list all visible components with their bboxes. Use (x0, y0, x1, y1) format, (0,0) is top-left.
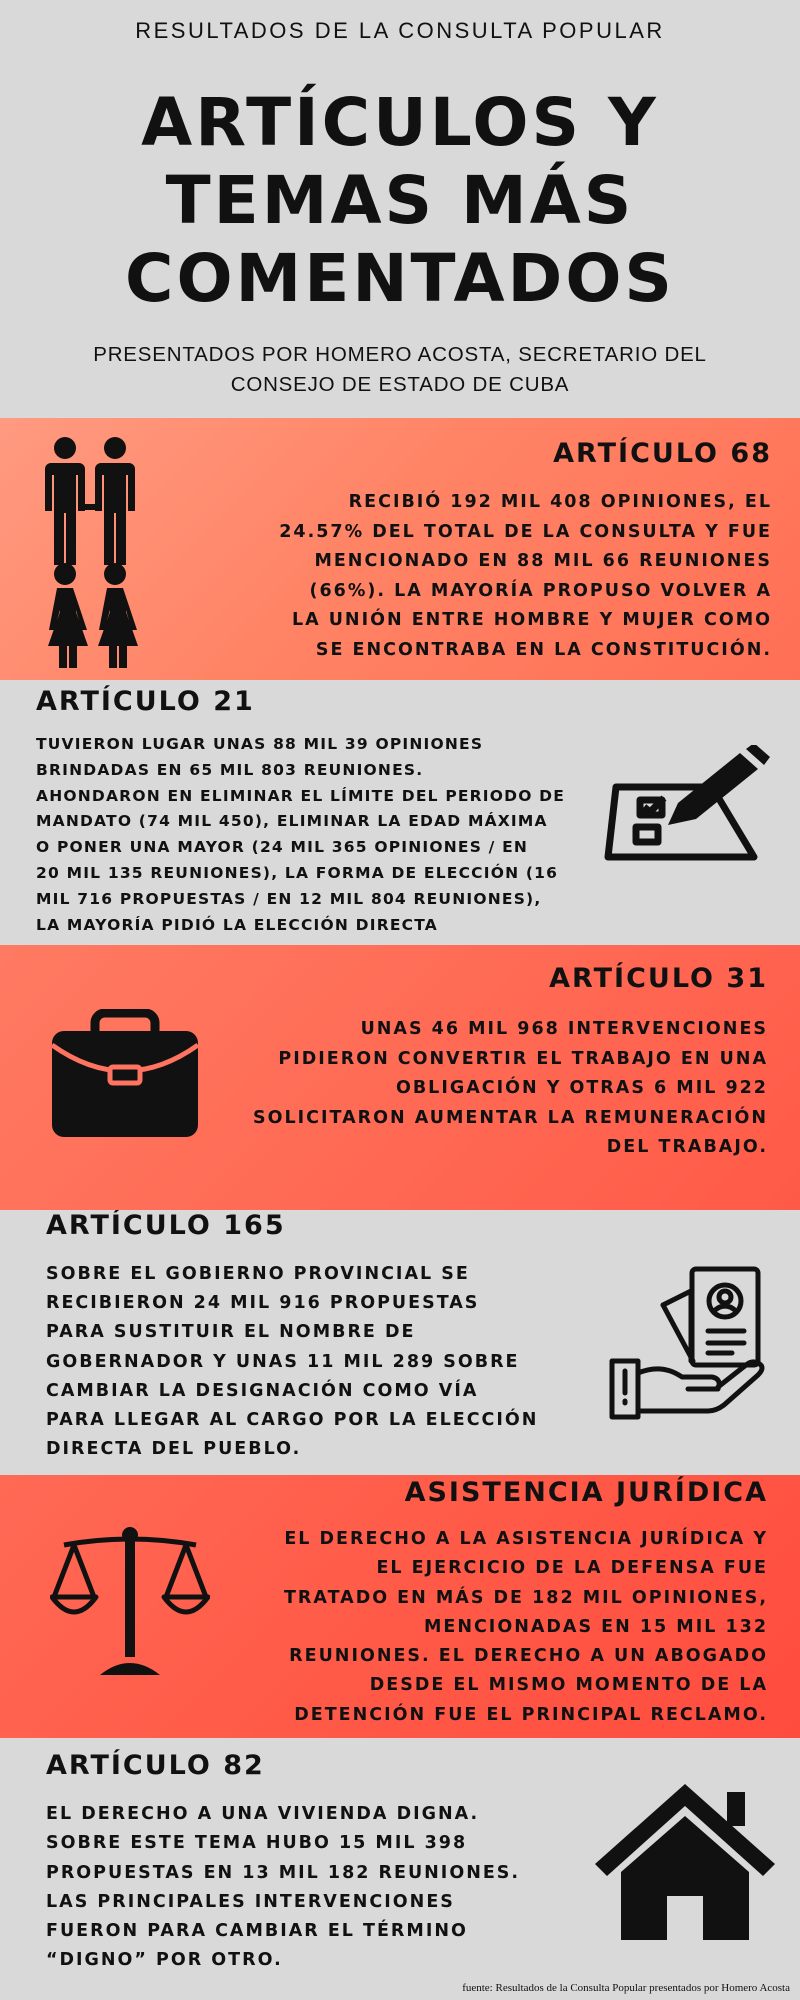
section-body (284, 1525, 768, 1730)
body-line: SOBRE ESTE TEMA HUBO 15 MIL 398 (46, 1833, 468, 1854)
body-line: O PONER UNA MAYOR (24 MIL 365 OPINIONES / EN (36, 838, 529, 857)
title-line: TEMAS MÁS (165, 162, 635, 239)
body-line: TUVIERON LUGAR UNAS 88 MIL 39 OPINIONES (36, 735, 484, 753)
subtitle-line: CONSEJO DE ESTADO DE CUBA (230, 373, 570, 396)
body-line: REUNIONES. EL DERECHO A UN ABOGADO (289, 1646, 768, 1667)
section-body (46, 1260, 538, 1464)
source-footer: fuente: Resultados de la Consulta Popular presentados por Homero Acosta (462, 1982, 790, 1994)
body-line: PROPUESTAS EN 13 MIL 182 REUNIONES. (46, 1862, 521, 1883)
couples-icon (35, 428, 145, 668)
section-body (36, 732, 565, 938)
body-line: RECIBIÓ 192 MIL 408 OPINIONES, EL (348, 492, 772, 512)
section-articulo-21 (0, 680, 800, 945)
subtitle-line: PRESENTADOS POR HOMERO ACOSTA, SECRETARIO DEL (93, 343, 707, 366)
section-articulo-165 (0, 1210, 800, 1475)
ballot-icon (600, 745, 770, 875)
body-line: MENCIONADAS EN 15 MIL 132 (423, 1616, 768, 1637)
body-line: LAS PRINCIPALES INTERVENCIONES (46, 1891, 455, 1912)
briefcase-icon (50, 1009, 200, 1139)
kicker: RESULTADOS DE LA CONSULTA POPULAR (135, 18, 665, 43)
body-line: 20 MIL 135 REUNIONES), LA FORMA DE ELECCIÓN (16 (36, 863, 559, 882)
section-articulo-68 (0, 418, 800, 680)
body-line: MIL 716 PROPUESTAS / EN 12 MIL 804 REUNIONES), (36, 889, 542, 908)
section-title: ASISTENCIA JURÍDICA (404, 1477, 768, 1508)
body-line: UNAS 46 MIL 968 INTERVENCIONES (360, 1019, 768, 1039)
body-line: LA MAYORÍA PIDIÓ LA ELECCIÓN DIRECTA (36, 915, 438, 934)
body-line: MANDATO (74 MIL 450), ELIMINAR LA EDAD MÁXIMA (36, 812, 548, 831)
body-line: FUERON PARA CAMBIAR EL TÉRMINO (46, 1921, 468, 1942)
section-title: ARTÍCULO 82 (46, 1750, 265, 1781)
body-line: EL EJERCICIO DE LA DEFENSA FUE (376, 1558, 768, 1579)
body-line: DEL TRABAJO. (606, 1137, 768, 1157)
section-title: ARTÍCULO 21 (36, 686, 255, 717)
body-line: DETENCIÓN FUE EL PRINCIPAL RECLAMO. (294, 1704, 768, 1725)
header (0, 0, 800, 418)
body-line: CAMBIAR LA DESIGNACIÓN COMO VÍA (46, 1380, 479, 1401)
body-line: PARA LLEGAR AL CARGO POR LA ELECCIÓN (46, 1410, 539, 1431)
section-articulo-82 (0, 1738, 800, 2000)
section-body (279, 488, 772, 665)
body-line: TRATADO EN MÁS DE 182 MIL OPINIONES, (283, 1587, 768, 1608)
body-line: OBLIGACIÓN Y OTRAS 6 MIL 922 (395, 1078, 768, 1098)
section-asistencia-juridica (0, 1475, 800, 1738)
body-line: DIRECTA DEL PUEBLO. (46, 1439, 302, 1460)
body-line: EL DERECHO A LA ASISTENCIA JURÍDICA Y (284, 1529, 768, 1549)
candidate-hand-icon (608, 1265, 768, 1425)
body-line: PARA SUSTITUIR EL NOMBRE DE (46, 1322, 416, 1343)
section-articulo-31 (0, 945, 800, 1210)
section-title: ARTÍCULO 31 (549, 963, 768, 994)
body-line: SOLICITARON AUMENTAR LA REMUNERACIÓN (253, 1107, 768, 1128)
section-title: ARTÍCULO 68 (553, 438, 772, 469)
subtitle (80, 340, 720, 400)
body-line: LA UNIÓN ENTRE HOMBRE Y MUJER COMO (291, 610, 772, 630)
section-title: ARTÍCULO 165 (46, 1210, 286, 1241)
body-line: AHONDARON EN ELIMINAR EL LÍMITE DEL PERIODO DE (36, 786, 566, 805)
house-icon (595, 1784, 775, 1944)
body-line: SE ENCONTRABA EN LA CONSTITUCIÓN. (315, 639, 772, 660)
scales-icon (50, 1527, 210, 1677)
body-line: GOBERNADOR Y UNAS 11 MIL 289 SOBRE (46, 1351, 520, 1372)
body-line: BRINDADAS EN 65 MIL 803 REUNIONES. (36, 760, 424, 779)
body-line: PIDIERON CONVERTIR EL TRABAJO EN UNA (278, 1048, 768, 1069)
page-title (0, 84, 800, 318)
body-line: DESDE EL MISMO MOMENTO DE LA (369, 1675, 768, 1696)
section-body (253, 1015, 768, 1163)
title-line: ARTÍCULOS Y (141, 84, 659, 161)
body-line: MENCIONADO EN 88 MIL 66 REUNIONES (314, 551, 772, 571)
body-line: SOBRE EL GOBIERNO PROVINCIAL SE (46, 1264, 470, 1284)
body-line: RECIBIERON 24 MIL 916 PROPUESTAS (46, 1293, 480, 1314)
section-body (46, 1800, 520, 1976)
body-line: “DIGNO” POR OTRO. (46, 1950, 283, 1971)
body-line: 24.57% DEL TOTAL DE LA CONSULTA Y FUE (279, 521, 772, 542)
body-line: EL DERECHO A UNA VIVIENDA DIGNA. (46, 1804, 480, 1824)
body-line: (66%). LA MAYORÍA PROPUSO VOLVER A (309, 580, 772, 601)
title-line: COMENTADOS (125, 240, 675, 317)
